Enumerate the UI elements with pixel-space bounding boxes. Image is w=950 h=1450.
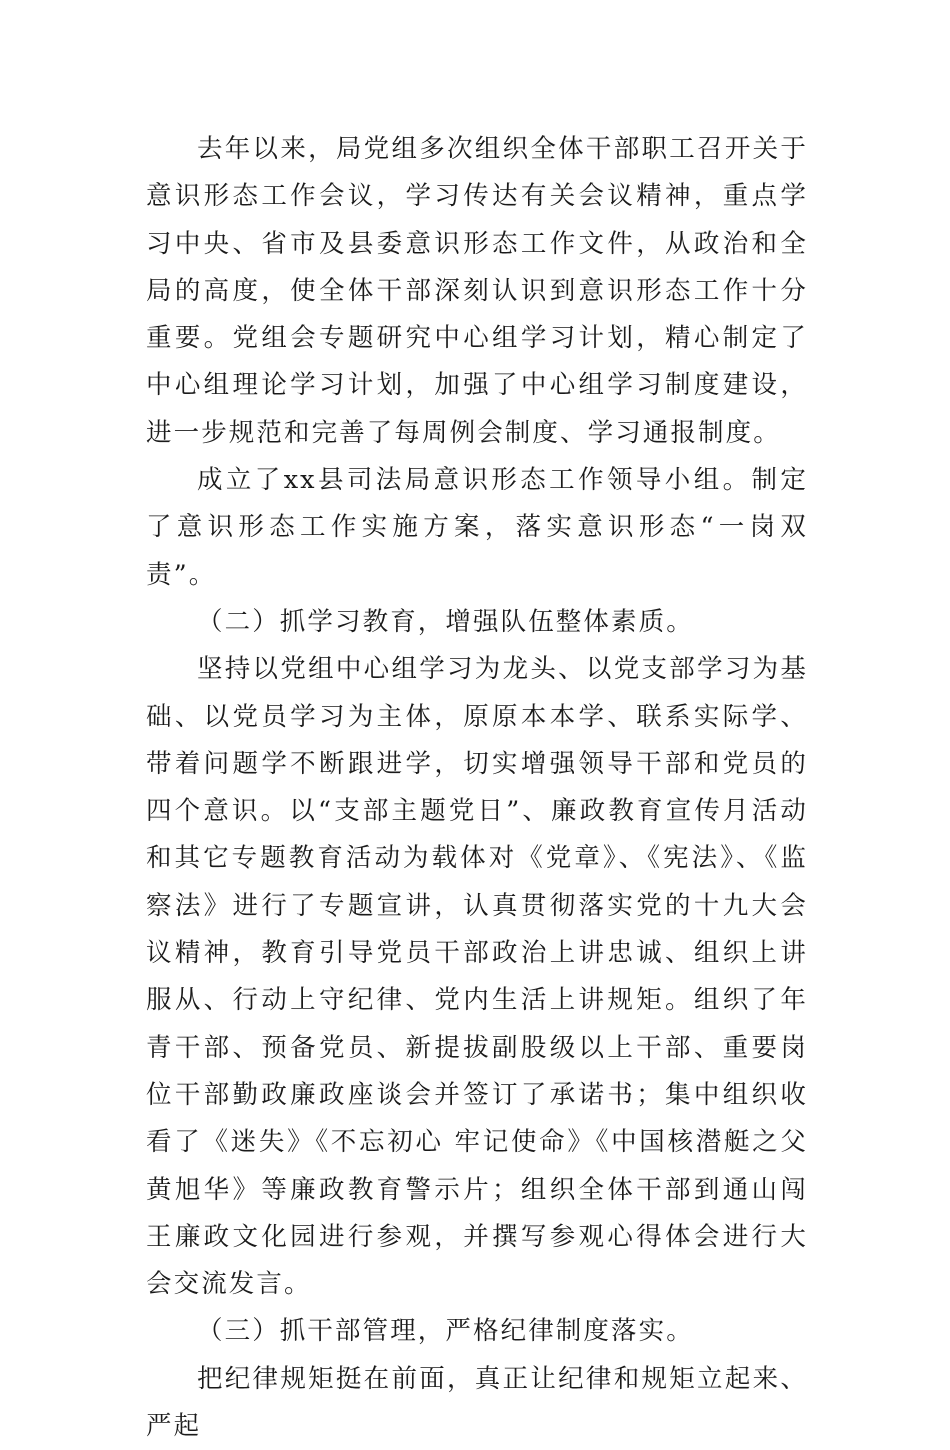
paragraph-ideology-meetings: 去年以来，局党组多次组织全体干部职工召开关于意识形态工作会议，学习传达有关会议精神，重点学习中央、省市及县委意识形态工作文件，从政治和全局的高度，使全体干部深刻认识到意识形态工作十分重要。党组会专题研究中心组学习计划，精心制定了中心组理论学习计划，加强了中心组学习制度建设，进一步规范和完善了每周例会制度、学习通报制度。 <box>146 134 808 448</box>
paragraph-leading-group: 成立了xx县司法局意识形态工作领导小组。制定了意识形态工作实施方案，落实意识形态“一岗双责”。 <box>146 465 808 590</box>
section-heading-study-education: （二）抓学习教育，增强队伍整体素质。 <box>197 606 694 637</box>
section-heading-cadre-management: （三）抓干部管理，严格纪律制度落实。 <box>197 1316 694 1347</box>
document-body <box>146 126 808 1450</box>
paragraph-study-education: 坚持以党组中心组学习为龙头、以党支部学习为基础、以党员学习为主体，原原本本学、联系实际学、带着问题学不断跟进学，切实增强领导干部和党员的四个意识。以“支部主题党日”、廉政教育宣传月活动和其它专题教育活动为载体对《党章》、《宪法》、《监察法》进行了专题宣讲，认真贯彻落实党的十九大会议精神，教育引导党员干部政治上讲忠诚、组织上讲服从、行动上守纪律、党内生活上讲规矩。组织了年青干部、预备党员、新提拔副股级以上干部、重要岗位干部勤政廉政座谈会并签订了承诺书；集中组织收看了《迷失》《不忘初心 牢记使命》《中国核潜艇之父黄旭华》等廉政教育警示片；组织全体干部到通山闯王廉政文化园进行参观，并撰写参观心得体会进行大会交流发言。 <box>146 654 808 1300</box>
paragraph-discipline: 把纪律规矩挺在前面，真正让纪律和规矩立起来、严起 <box>146 1363 808 1442</box>
